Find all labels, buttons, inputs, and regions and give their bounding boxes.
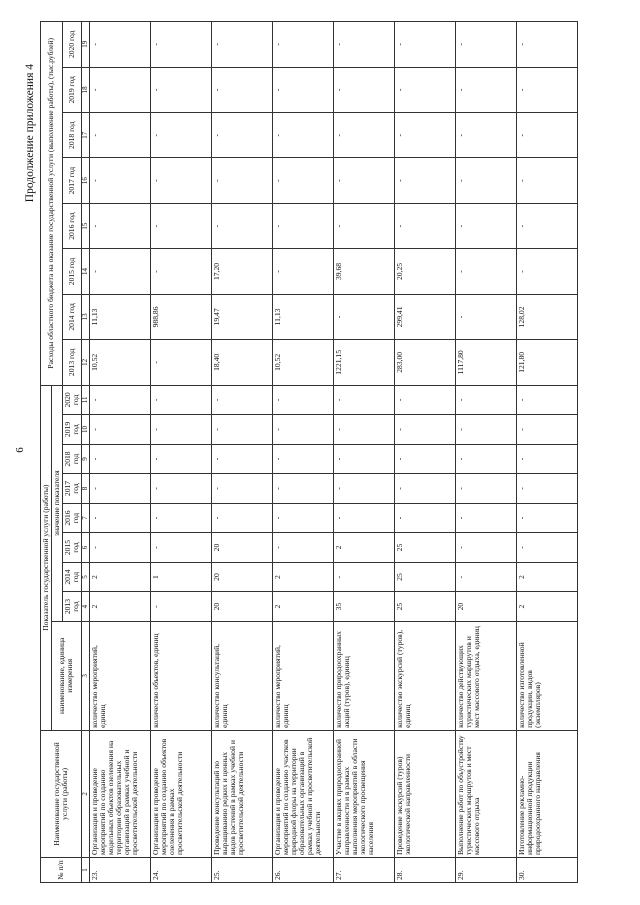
indicator-unit-cell: количество действующих туристических маршрутов и мест массового отдыха, единиц bbox=[456, 621, 517, 730]
indicator-year-header: 2020 год bbox=[62, 385, 81, 415]
expense-value-cell: - bbox=[151, 203, 212, 248]
column-index-cell: 8 bbox=[81, 474, 89, 504]
services-table bbox=[40, 21, 578, 883]
service-name-cell: Проведение консультаций по выращиванию редких и ценных видов растений в рамках учебной и просветительской деятельности bbox=[212, 730, 273, 857]
expense-value-cell: - bbox=[334, 113, 395, 158]
indicator-value-cell: 20 bbox=[212, 533, 273, 563]
column-index-cell: 9 bbox=[81, 444, 89, 474]
row-number: 29. bbox=[456, 858, 517, 883]
indicator-value-cell: - bbox=[334, 385, 395, 415]
table-row bbox=[456, 22, 517, 883]
expense-value-cell: 20,25 bbox=[395, 249, 456, 294]
expense-value-cell: - bbox=[456, 203, 517, 248]
indicator-unit-cell: количество природоохранных акций (туров), единиц bbox=[334, 621, 395, 730]
expense-value-cell: - bbox=[151, 340, 212, 385]
indicator-value-cell: - bbox=[456, 415, 517, 445]
indicator-value-cell: 35 bbox=[334, 592, 395, 622]
indicator-year-header: 2017 год bbox=[62, 474, 81, 504]
expense-value-cell: 39,68 bbox=[334, 249, 395, 294]
expense-value-cell: 128,02 bbox=[517, 294, 578, 339]
expense-value-cell: 988,86 bbox=[151, 294, 212, 339]
indicator-year-header: 2013 год bbox=[62, 592, 81, 622]
indicator-year-header: 2014 год bbox=[62, 562, 81, 592]
indicator-value-cell: 2 bbox=[90, 592, 151, 622]
table-row bbox=[334, 22, 395, 883]
indicator-value-cell: - bbox=[334, 444, 395, 474]
expense-value-cell: 10,52 bbox=[90, 340, 151, 385]
expense-value-cell: - bbox=[273, 203, 334, 248]
indicator-value-cell: - bbox=[517, 444, 578, 474]
column-index-cell: 2 bbox=[81, 730, 89, 857]
indicator-value-cell: 20 bbox=[212, 562, 273, 592]
indicator-year-header: 2019 год bbox=[62, 415, 81, 445]
expense-value-cell: 1221,15 bbox=[334, 340, 395, 385]
expense-year-header: 2013 год bbox=[62, 340, 81, 385]
expense-value-cell: - bbox=[90, 22, 151, 68]
indicator-value-cell: - bbox=[517, 385, 578, 415]
table-row bbox=[90, 22, 151, 883]
column-index-cell: 4 bbox=[81, 592, 89, 622]
service-name-cell: Участие в акциях природоохранной направленности и в рамках выполнения мероприятий в области экологического просвещения населения bbox=[334, 730, 395, 857]
expense-value-cell: - bbox=[273, 22, 334, 68]
header-num: № п/п bbox=[41, 858, 82, 883]
row-number: 30. bbox=[517, 858, 578, 883]
expense-value-cell: - bbox=[151, 22, 212, 68]
indicator-value-cell: - bbox=[151, 592, 212, 622]
indicator-value-cell: 1 bbox=[151, 562, 212, 592]
indicator-value-cell: - bbox=[334, 562, 395, 592]
expense-value-cell: 1117,80 bbox=[456, 340, 517, 385]
expense-value-cell: 11,13 bbox=[90, 294, 151, 339]
indicator-value-cell: - bbox=[395, 415, 456, 445]
indicator-value-cell: - bbox=[273, 533, 334, 563]
expense-value-cell: 11,13 bbox=[273, 294, 334, 339]
indicator-value-cell: 2 bbox=[273, 562, 334, 592]
indicator-value-cell: - bbox=[212, 444, 273, 474]
indicator-value-cell: - bbox=[456, 474, 517, 504]
column-index-cell: 1 bbox=[81, 858, 89, 883]
page-number: 6 bbox=[14, 447, 26, 453]
row-number: 28. bbox=[395, 858, 456, 883]
indicator-year-header: 2018 год bbox=[62, 444, 81, 474]
service-name-cell: Организация и проведение мероприятий по созданию участков природной флоры на территории образовательных организаций в рамках учебной и просветительской деятельности bbox=[273, 730, 334, 857]
expense-year-header: 2019 год bbox=[62, 67, 81, 112]
indicator-value-cell: - bbox=[90, 385, 151, 415]
expense-value-cell: - bbox=[273, 67, 334, 112]
service-name-cell: Изготовление рекламно-информационной продукции природоохранного направления bbox=[517, 730, 578, 857]
column-index-cell: 17 bbox=[81, 113, 89, 158]
header-expense-group: Расходы областного бюджета на оказание государственной услуги (выполнение работы), (тыс.рублей) bbox=[41, 22, 63, 386]
expense-value-cell: - bbox=[517, 249, 578, 294]
indicator-value-cell: - bbox=[395, 503, 456, 533]
column-index-cell: 10 bbox=[81, 415, 89, 445]
expense-value-cell: - bbox=[517, 22, 578, 68]
expense-value-cell: - bbox=[334, 22, 395, 68]
column-index-cell: 16 bbox=[81, 158, 89, 203]
indicator-value-cell: - bbox=[334, 503, 395, 533]
service-name-cell: Выполнение работ по объустройству туристических маршрутов и мест массового отдыха bbox=[456, 730, 517, 857]
indicator-value-cell: - bbox=[456, 533, 517, 563]
expense-value-cell: - bbox=[334, 158, 395, 203]
indicator-value-cell: 25 bbox=[395, 533, 456, 563]
expense-value-cell: - bbox=[212, 22, 273, 68]
expense-value-cell: 17,20 bbox=[212, 249, 273, 294]
indicator-value-cell: - bbox=[334, 474, 395, 504]
expense-value-cell: - bbox=[151, 113, 212, 158]
indicator-value-cell: - bbox=[456, 444, 517, 474]
indicator-value-cell: - bbox=[517, 503, 578, 533]
indicator-value-cell: 20 bbox=[212, 592, 273, 622]
indicator-value-cell: 25 bbox=[395, 592, 456, 622]
row-number: 23. bbox=[90, 858, 151, 883]
column-index-cell: 19 bbox=[81, 22, 89, 68]
indicator-value-cell: - bbox=[273, 474, 334, 504]
expense-value-cell: - bbox=[334, 203, 395, 248]
column-index-row bbox=[81, 22, 89, 883]
expense-year-header: 2020 год bbox=[62, 22, 81, 68]
expense-value-cell: - bbox=[212, 113, 273, 158]
indicator-value-cell: 20 bbox=[456, 592, 517, 622]
service-name-cell: Организация и проведение мероприятий по созданию объектов озеленения в рамках просветительской деятельности bbox=[151, 730, 212, 857]
indicator-value-cell: - bbox=[212, 415, 273, 445]
indicator-value-cell: - bbox=[456, 385, 517, 415]
table-body bbox=[90, 22, 578, 883]
expense-value-cell: 19,47 bbox=[212, 294, 273, 339]
expense-year-header: 2018 год bbox=[62, 113, 81, 158]
expense-value-cell: 121,80 bbox=[517, 340, 578, 385]
indicator-value-cell: - bbox=[90, 444, 151, 474]
expense-year-header: 2014 год bbox=[62, 294, 81, 339]
indicator-unit-cell: количество экскурсий (туров), единиц bbox=[395, 621, 456, 730]
expense-value-cell: - bbox=[395, 22, 456, 68]
column-index-cell: 14 bbox=[81, 249, 89, 294]
indicator-value-cell: - bbox=[517, 474, 578, 504]
indicator-value-cell: - bbox=[90, 533, 151, 563]
row-number: 25. bbox=[212, 858, 273, 883]
indicator-value-cell: - bbox=[151, 533, 212, 563]
indicator-value-cell: - bbox=[151, 385, 212, 415]
indicator-value-cell: - bbox=[212, 474, 273, 504]
indicator-value-cell: 2 bbox=[273, 592, 334, 622]
expense-value-cell: - bbox=[90, 249, 151, 294]
indicator-value-cell: - bbox=[90, 503, 151, 533]
expense-value-cell: 18,40 bbox=[212, 340, 273, 385]
expense-value-cell: - bbox=[273, 113, 334, 158]
row-number: 24. bbox=[151, 858, 212, 883]
indicator-value-cell: - bbox=[273, 444, 334, 474]
expense-year-header: 2017 год bbox=[62, 158, 81, 203]
header-service-name: Наименование государственной услуги (работы) bbox=[41, 730, 82, 857]
table-row bbox=[517, 22, 578, 883]
indicator-unit-cell: количество изготовленной продукции, видов (экземпляров) bbox=[517, 621, 578, 730]
expense-value-cell: 283,00 bbox=[395, 340, 456, 385]
indicator-value-cell: - bbox=[273, 415, 334, 445]
table-row bbox=[151, 22, 212, 883]
expense-value-cell: - bbox=[212, 67, 273, 112]
indicator-value-cell: - bbox=[151, 474, 212, 504]
indicator-unit-cell: количество объектов, единиц bbox=[151, 621, 212, 730]
expense-year-header: 2016 год bbox=[62, 203, 81, 248]
expense-value-cell: 299,41 bbox=[395, 294, 456, 339]
expense-value-cell: - bbox=[456, 22, 517, 68]
expense-value-cell: - bbox=[212, 203, 273, 248]
column-index-cell: 13 bbox=[81, 294, 89, 339]
expense-value-cell: - bbox=[395, 113, 456, 158]
indicator-unit-cell: количество мероприятий, единиц bbox=[273, 621, 334, 730]
expense-value-cell: - bbox=[90, 67, 151, 112]
expense-value-cell: - bbox=[90, 113, 151, 158]
indicator-year-header: 2016 год bbox=[62, 503, 81, 533]
expense-year-header: 2015 год bbox=[62, 249, 81, 294]
indicator-value-cell: - bbox=[395, 444, 456, 474]
expense-value-cell: - bbox=[212, 158, 273, 203]
column-index-cell: 12 bbox=[81, 340, 89, 385]
column-index-cell: 15 bbox=[81, 203, 89, 248]
expense-value-cell: - bbox=[395, 203, 456, 248]
table-row bbox=[212, 22, 273, 883]
column-index-cell: 11 bbox=[81, 385, 89, 415]
indicator-value-cell: - bbox=[334, 415, 395, 445]
expense-value-cell: - bbox=[456, 294, 517, 339]
indicator-value-cell: - bbox=[151, 503, 212, 533]
expense-value-cell: - bbox=[456, 249, 517, 294]
expense-value-cell: - bbox=[517, 158, 578, 203]
table-row bbox=[273, 22, 334, 883]
indicator-unit-cell: количество консультаций, единиц bbox=[212, 621, 273, 730]
expense-value-cell: 10,52 bbox=[273, 340, 334, 385]
indicator-value-cell: - bbox=[395, 474, 456, 504]
indicator-value-cell: - bbox=[151, 415, 212, 445]
row-number: 27. bbox=[334, 858, 395, 883]
indicator-value-cell: - bbox=[212, 385, 273, 415]
indicator-value-cell: - bbox=[517, 415, 578, 445]
indicator-value-cell: 25 bbox=[395, 562, 456, 592]
expense-value-cell: - bbox=[273, 249, 334, 294]
column-index-cell: 18 bbox=[81, 67, 89, 112]
indicator-value-cell: 2 bbox=[90, 562, 151, 592]
service-name-cell: Организация и проведение мероприятий по созданию модельных объектов озеленения на территории образовательных организаций в рамках учебной и просветительской деятельности bbox=[90, 730, 151, 857]
expense-value-cell: - bbox=[517, 113, 578, 158]
expense-value-cell: - bbox=[90, 203, 151, 248]
indicator-value-cell: 2 bbox=[334, 533, 395, 563]
expense-value-cell: - bbox=[273, 158, 334, 203]
indicator-value-cell: - bbox=[456, 503, 517, 533]
expense-value-cell: - bbox=[517, 203, 578, 248]
indicator-value-cell: - bbox=[212, 503, 273, 533]
indicator-year-header: 2015 год bbox=[62, 533, 81, 563]
row-number: 26. bbox=[273, 858, 334, 883]
indicator-value-cell: 2 bbox=[517, 562, 578, 592]
indicator-value-cell: - bbox=[456, 562, 517, 592]
expense-value-cell: - bbox=[334, 67, 395, 112]
indicator-unit-cell: количество мероприятий, единиц bbox=[90, 621, 151, 730]
header-indicator-name: наименование, единица измерения bbox=[51, 621, 81, 730]
column-index-cell: 6 bbox=[81, 533, 89, 563]
expense-value-cell: - bbox=[395, 67, 456, 112]
indicator-value-cell: - bbox=[273, 503, 334, 533]
indicator-value-cell: - bbox=[90, 474, 151, 504]
indicator-value-cell: - bbox=[517, 533, 578, 563]
expense-value-cell: - bbox=[90, 158, 151, 203]
indicator-value-cell: - bbox=[90, 415, 151, 445]
expense-value-cell: - bbox=[456, 158, 517, 203]
service-name-cell: Проведение экскурсий (туров) экологической направленности bbox=[395, 730, 456, 857]
indicator-value-cell: - bbox=[151, 444, 212, 474]
expense-value-cell: - bbox=[151, 249, 212, 294]
header-indicator-value: значение показателя bbox=[51, 385, 62, 621]
expense-value-cell: - bbox=[151, 158, 212, 203]
expense-value-cell: - bbox=[456, 113, 517, 158]
expense-value-cell: - bbox=[517, 67, 578, 112]
column-index-cell: 3 bbox=[81, 621, 89, 730]
table-row bbox=[395, 22, 456, 883]
indicator-value-cell: 2 bbox=[517, 592, 578, 622]
expense-value-cell: - bbox=[395, 158, 456, 203]
header-indicator-group: Показатель государственной услуги (работы) bbox=[41, 385, 52, 730]
expense-value-cell: - bbox=[151, 67, 212, 112]
column-index-cell: 5 bbox=[81, 562, 89, 592]
indicator-value-cell: - bbox=[273, 385, 334, 415]
expense-value-cell: - bbox=[334, 294, 395, 339]
column-index-cell: 7 bbox=[81, 503, 89, 533]
expense-value-cell: - bbox=[456, 67, 517, 112]
appendix-title: Продолжение приложения 4 bbox=[24, 64, 36, 203]
indicator-value-cell: - bbox=[395, 385, 456, 415]
